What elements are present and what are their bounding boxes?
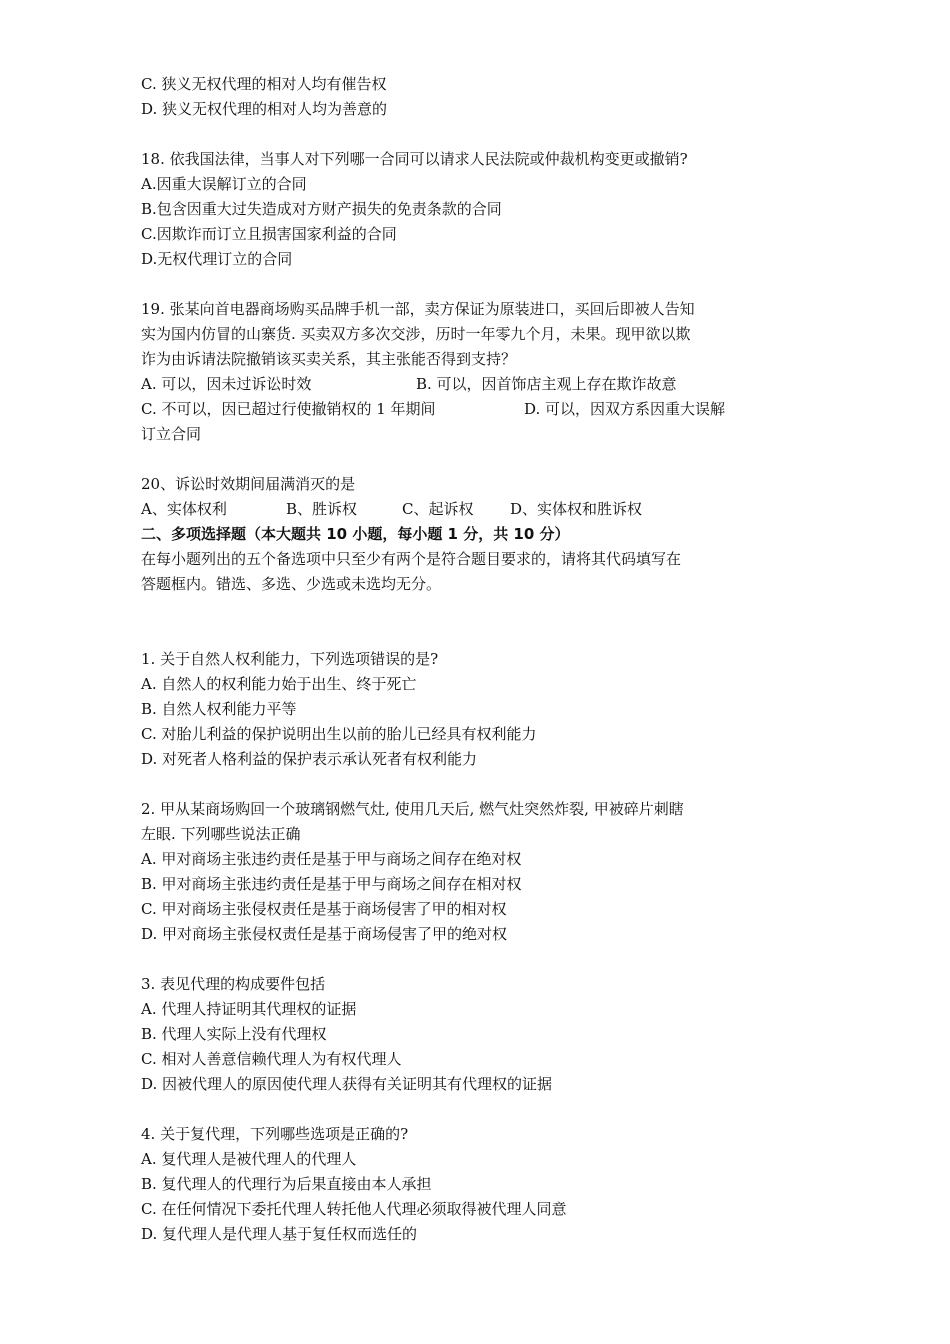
m2-option-b: B. 甲对商场主张违约责任是基于甲与商场之间存在相对权: [141, 875, 522, 893]
q18-option-b: B.包含因重大过失造成对方财产损失的免责条款的合同: [141, 200, 502, 218]
m4-option-c: C. 在任何情况下委托代理人转托他人代理必须取得被代理人同意: [141, 1200, 567, 1218]
q19-stem-line2: 实为国内仿冒的山寨货. 买卖双方多次交涉，历时一年零九个月，未果。现甲欲以欺: [141, 325, 691, 343]
m2-option-a: A. 甲对商场主张违约责任是基于甲与商场之间存在绝对权: [141, 850, 522, 868]
m2-option-d: D. 甲对商场主张侵权责任是基于商场侵害了甲的绝对权: [141, 925, 508, 943]
document-page: [141, 72, 781, 1247]
q20-stem: 20、诉讼时效期间届满消灭的是: [141, 475, 356, 493]
m2-option-c: C. 甲对商场主张侵权责任是基于商场侵害了甲的相对权: [141, 900, 507, 918]
m1-stem: 1. 关于自然人权利能力，下列选项错误的是?: [141, 650, 439, 668]
m4-option-d: D. 复代理人是代理人基于复任权而选任的: [141, 1225, 418, 1243]
q19-option-b: B. 可以，因首饰店主观上存在欺诈故意: [416, 375, 677, 393]
q20-option-c: C、起诉权: [402, 500, 474, 518]
q19-option-d: D. 可以，因双方系因重大误解: [524, 400, 726, 418]
q19-options-cd: [141, 397, 781, 422]
q19-stem-line1: 19. 张某向首电器商场购买品牌手机一部，卖方保证为原装进口，买回后即被人告知: [141, 300, 695, 318]
section2-instructions-line1: 在每小题列出的五个备选项中只至少有两个是符合题目要求的，请将其代码填写在: [141, 550, 682, 568]
q18-option-d: D.无权代理订立的合同: [141, 250, 293, 268]
q18-option-a: A.因重大误解订立的合同: [141, 175, 307, 193]
m3-option-c: C. 相对人善意信赖代理人为有权代理人: [141, 1050, 402, 1068]
section2-instructions-line2: 答题框内。错选、多选、少选或未选均无分。: [141, 575, 442, 593]
m1-option-b: B. 自然人权利能力平等: [141, 700, 297, 718]
m1-option-a: A. 自然人的权利能力始于出生、终于死亡: [141, 675, 417, 693]
m1-option-d: D. 对死者人格利益的保护表示承认死者有权利能力: [141, 750, 478, 768]
m3-stem: 3. 表见代理的构成要件包括: [141, 975, 326, 993]
m2-stem-line2: 左眼. 下列哪些说法正确: [141, 825, 301, 843]
q20-option-b: B、胜诉权: [286, 500, 358, 518]
m4-stem: 4. 关于复代理，下列哪些选项是正确的?: [141, 1125, 409, 1143]
q20-options: [141, 497, 781, 522]
q19-stem-line3: 诈为由诉请法院撤销该买卖关系，其主张能否得到支持？: [141, 350, 517, 368]
q18-stem: 18. 依我国法律，当事人对下列哪一合同可以请求人民法院或仲裁机构变更或撤销?: [141, 150, 688, 168]
m1-option-c: C. 对胎儿利益的保护说明出生以前的胎儿已经具有权利能力: [141, 725, 537, 743]
q17-option-c: C. 狭义无权代理的相对人均有催告权: [141, 75, 387, 93]
q19-option-c: C. 不可以，因已超过行使撤销权的 1 年期间: [141, 400, 436, 418]
m4-option-a: A. 复代理人是被代理人的代理人: [141, 1150, 357, 1168]
q20-option-a: A、实体权利: [141, 500, 227, 518]
m3-option-d: D. 因被代理人的原因使代理人获得有关证明其有代理权的证据: [141, 1075, 553, 1093]
section2-title: 二、多项选择题（本大题共 10 小题，每小题 1 分，共 10 分）: [141, 525, 570, 543]
m3-option-a: A. 代理人持证明其代理权的证据: [141, 1000, 357, 1018]
q19-options-ab: [141, 372, 781, 397]
q17-option-d: D. 狭义无权代理的相对人均为善意的: [141, 100, 388, 118]
q20-option-d: D、实体权和胜诉权: [510, 500, 643, 518]
m4-option-b: B. 复代理人的代理行为后果直接由本人承担: [141, 1175, 432, 1193]
m2-stem-line1: 2. 甲从某商场购回一个玻璃钢燃气灶, 使用几天后, 燃气灶突然炸裂, 甲被碎片刺瞎: [141, 800, 684, 818]
q19-option-d-cont: 订立合同: [141, 425, 202, 443]
q18-option-c: C.因欺诈而订立且损害国家利益的合同: [141, 225, 397, 243]
q19-option-a: A. 可以，因未过诉讼时效: [141, 375, 312, 393]
m3-option-b: B. 代理人实际上没有代理权: [141, 1025, 327, 1043]
